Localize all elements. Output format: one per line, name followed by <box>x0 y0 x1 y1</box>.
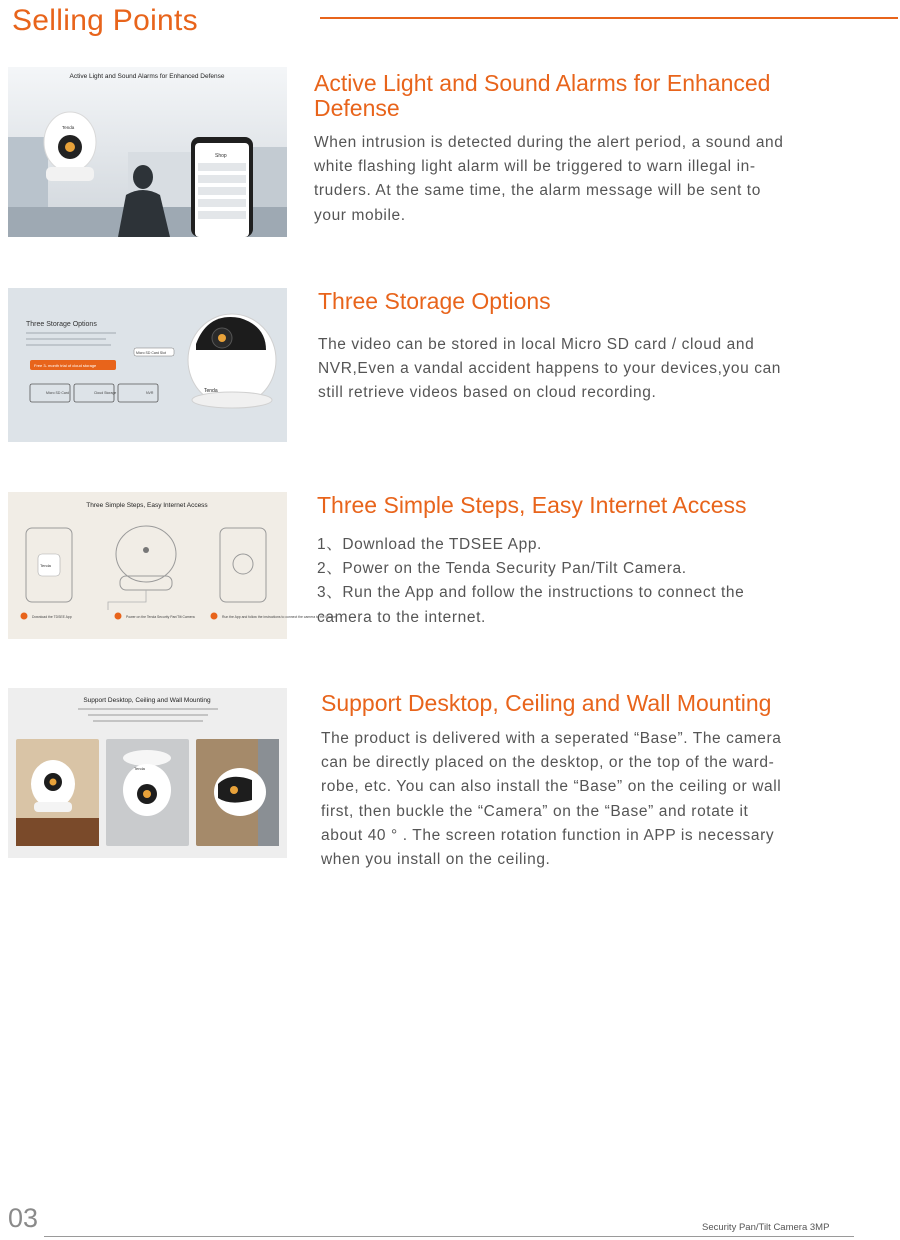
section-title-storage: Three Storage Options <box>318 288 551 314</box>
brand-logo: Tenda <box>134 766 145 771</box>
brand-logo: Tenda <box>40 563 51 568</box>
setup-steps-image <box>8 492 337 639</box>
image-caption: Three Simple Steps, Easy Internet Access <box>86 502 208 509</box>
footer-divider <box>44 1236 854 1237</box>
section-title-alarms: Active Light and Sound Alarms for Enhanced Defense <box>314 70 771 121</box>
step-3-label: Run the App and follow the instructions to connect the camera to the internet <box>222 615 337 619</box>
cloud-trial-badge: Free 3- month trial of cloud storage <box>34 363 97 368</box>
mounting-feature-image <box>8 688 287 858</box>
brand-logo: Tenda <box>62 125 75 130</box>
image-caption: Three Storage Options <box>26 321 97 328</box>
option-nvr: NVR <box>146 391 154 395</box>
section-body-mounting: The product is delivered with a seperated “Base”. The camera can be directly placed on the desktop, or the top of the ward- robe, etc. You can also install the “Base” on the ceiling or wall first, then buckle the “Camera” on the “Base” and rotate it about 40 ° . The screen rotation function in APP is necessary when you install on the ceiling. <box>321 730 782 869</box>
page-title: Selling Points <box>12 4 198 37</box>
alarm-feature-image <box>8 67 287 237</box>
section-body-alarms: When intrusion is detected during the alert period, a sound and white flashing light alarm will be triggered to warn illegal in- truders. At the same time, the alarm message will be sent to your mobile. <box>314 134 784 224</box>
title-divider <box>320 17 898 19</box>
step-1-label: Download the TDSEE App <box>32 615 72 619</box>
page-number: 03 <box>8 1203 39 1233</box>
section-body-steps: 1、Download the TDSEE App. 2、Power on the Tenda Security Pan/Tilt Camera. 3、Run the App and follow the instructions to connect the camera to the internet. <box>317 536 745 626</box>
storage-feature-image <box>8 288 287 442</box>
option-cloud: Cloud Storage <box>94 391 117 395</box>
section-title-steps: Three Simple Steps, Easy Internet Access <box>317 492 747 518</box>
option-micro-sd: Micro SD Card <box>46 391 69 395</box>
sd-slot-label: Micro SD Card Slot <box>136 351 166 355</box>
product-name: Security Pan/Tilt Camera 3MP <box>702 1222 830 1233</box>
step-2-label: Power on the Tenda Security Pan/Tilt Camera <box>126 615 195 619</box>
section-body-storage: The video can be stored in local Micro SD card / cloud and NVR,Even a vandal accident happens to your devices,you can still retrieve videos based on cloud recording. <box>318 336 782 402</box>
phone-header: Shop <box>215 153 227 159</box>
image-caption: Support Desktop, Ceiling and Wall Mounting <box>83 697 211 704</box>
image-caption: Active Light and Sound Alarms for Enhanced Defense <box>69 73 225 80</box>
brand-logo: Tenda <box>204 388 218 394</box>
section-title-mounting: Support Desktop, Ceiling and Wall Mounting <box>321 690 772 716</box>
